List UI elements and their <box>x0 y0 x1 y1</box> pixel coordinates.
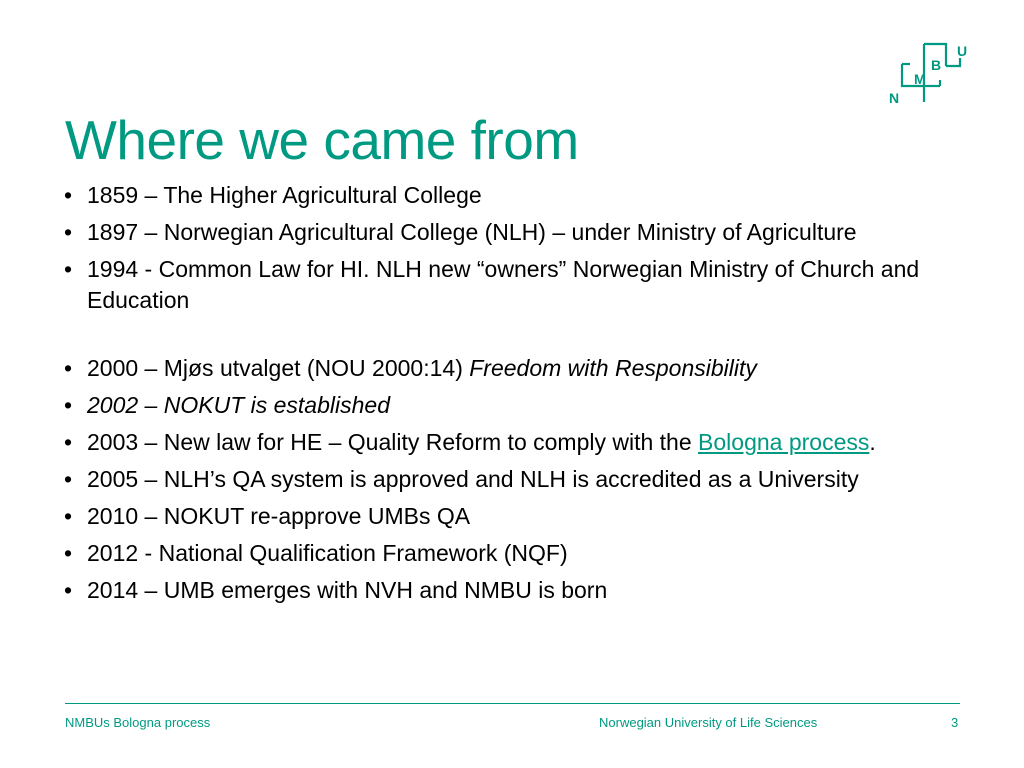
bullet-suffix: . <box>869 429 876 455</box>
logo-letter-n: N <box>889 90 900 106</box>
bullet-item <box>59 353 989 384</box>
bullet-list <box>59 180 989 612</box>
bullet-italic-text: Freedom with Responsibility <box>469 355 757 381</box>
bullet-item <box>59 217 989 248</box>
nmbu-logo <box>884 40 974 110</box>
bullet-text: 2003 – New law for HE – Quality Reform to comply with the <box>87 429 699 455</box>
bullet-text: 2010 – NOKUT re-approve UMBs QA <box>87 503 471 529</box>
bullet-item <box>59 254 989 316</box>
logo-letter-u: U <box>957 43 968 59</box>
footer-presentation-title: NMBUs Bologna process <box>65 715 211 730</box>
bullet-item <box>59 501 989 532</box>
bullet-text: 2005 – NLH’s QA system is approved and NLH is accredited as a University <box>87 466 859 492</box>
bullet-text: 2012 - National Qualification Framework (NQF) <box>87 540 568 566</box>
bullet-item <box>59 464 989 495</box>
bologna-process-link[interactable]: Bologna process <box>698 429 870 455</box>
footer-university-name: Norwegian University of Life Sciences <box>599 715 818 730</box>
bullet-item <box>59 427 989 458</box>
bullet-italic-text: 2002 – NOKUT is established <box>87 392 390 418</box>
footer-divider <box>65 703 960 704</box>
bullet-text: 2014 – UMB emerges with NVH and NMBU is born <box>87 577 608 603</box>
bullet-item <box>59 538 989 569</box>
logo-letter-b: B <box>931 57 942 73</box>
bullet-text: 1897 – Norwegian Agricultural College (NLH) – under Ministry of Agriculture <box>87 219 857 245</box>
bullet-text: 1994 - Common Law for HI. NLH new “owners” Norwegian Ministry of Church and Education <box>87 256 920 313</box>
bullet-text: 1859 – The Higher Agricultural College <box>87 182 482 208</box>
logo-letter-m: M <box>914 71 926 87</box>
slide-title: Where we came from <box>65 109 579 171</box>
bullet-item <box>59 390 989 421</box>
bullet-text: 2000 – Mjøs utvalget (NOU 2000:14) <box>87 355 470 381</box>
bullet-item <box>59 180 989 211</box>
footer-page-number: 3 <box>951 715 959 730</box>
bullet-item <box>59 575 989 606</box>
